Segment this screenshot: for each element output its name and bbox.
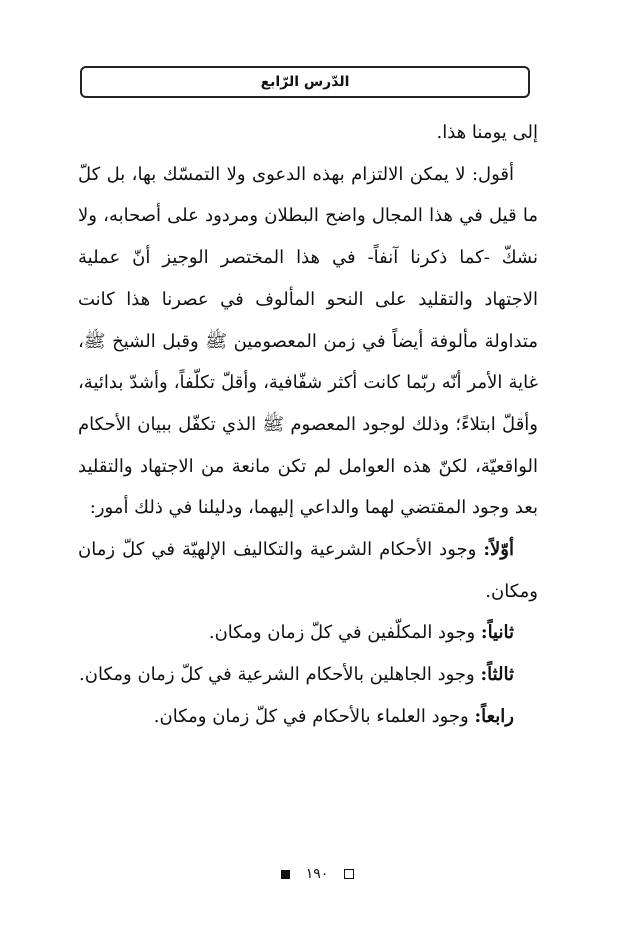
lesson-title: الدّرس الرّابع xyxy=(260,74,350,90)
filled-square-icon xyxy=(281,870,290,879)
list-label-fourth: رابعاً: xyxy=(474,705,514,727)
page-footer xyxy=(0,866,635,882)
page-number: ١٩٠ xyxy=(305,866,329,882)
list-text-third: وجود الجاهلين بالأحكام الشرعية في كلّ زمان ومكان. xyxy=(79,664,475,686)
list-text-fourth: وجود العلماء بالأحكام في كلّ زمان ومكان. xyxy=(153,705,469,727)
list-item-first xyxy=(78,529,538,612)
list-label-third: ثالثاً: xyxy=(480,664,514,686)
paragraph-argument: أقول: لا يمكن الالتزام بهذه الدعوى ولا التمسّك بها، بل كلّ ما قيل في هذا المجال واضح البطلان ومردود على أصحابه، ولا نشكّ -كما ذكرنا آنفاً- في هذا المختصر الوجيز أنّ عملية الاجتهاد والتقليد على النحو المألوف في عصرنا هذا كانت متداولة مألوفة أيضاً في زمن المعصومين ﷺ وقبل الشيخ ﷺ، غاية الأمر أنّه ربّما كانت أكثر شفّافية، وأقلّ تكلّفاً، وأشدّ بدائية، وأقلّ ابتلاءً؛ وذلك لوجود المعصوم ﷺ الذي تكفّل ببيان الأحكام الواقعيّة، لكنّ هذه العوامل لم تكن مانعة من الاجتهاد والتقليد بعد وجود المقتضي لهما والداعي إليهما، ودليلنا في ذلك أمور: xyxy=(78,163,538,519)
empty-square-icon xyxy=(344,869,354,879)
list-item-third xyxy=(78,654,538,696)
list-label-second: ثانياً: xyxy=(480,622,514,644)
page-body xyxy=(78,112,538,738)
list-text-first: وجود الأحكام الشرعية والتكاليف الإلهيّة في كلّ زمان ومكان. xyxy=(78,539,538,602)
list-label-first: أوّلاً: xyxy=(483,539,514,561)
lesson-header-box xyxy=(80,66,530,98)
list-text-second: وجود المكلّفين في كلّ زمان ومكان. xyxy=(208,622,476,644)
list-item-second xyxy=(78,612,538,654)
paragraph-continuation: إلى يومنا هذا. xyxy=(436,122,538,143)
list-item-fourth xyxy=(78,696,538,738)
